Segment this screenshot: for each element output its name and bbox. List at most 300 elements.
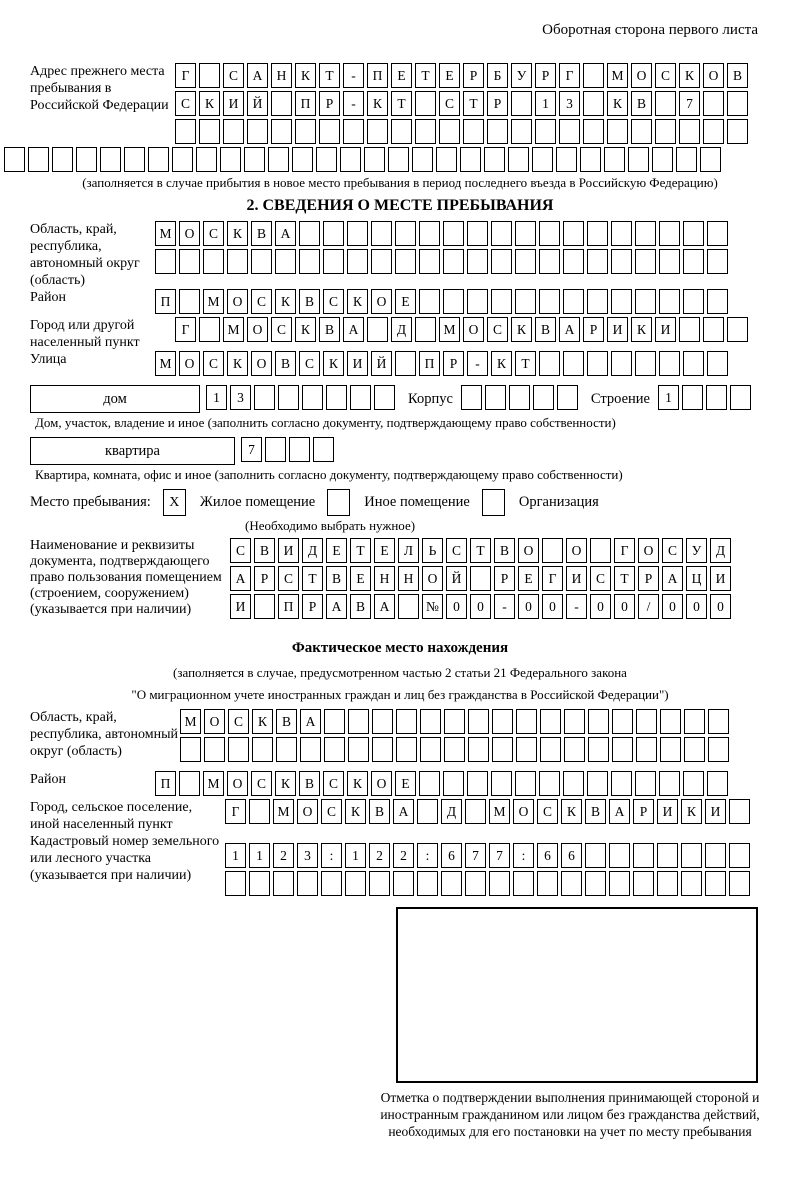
- char-cell[interactable]: О: [566, 538, 587, 563]
- char-cell[interactable]: Г: [175, 317, 196, 342]
- char-cell[interactable]: [251, 249, 272, 274]
- char-cell[interactable]: Б: [487, 63, 508, 88]
- char-cell[interactable]: [420, 737, 441, 762]
- char-cell[interactable]: В: [585, 799, 606, 824]
- char-cell[interactable]: [659, 351, 680, 376]
- char-cell[interactable]: С: [299, 351, 320, 376]
- char-cell[interactable]: В: [326, 566, 347, 591]
- char-cell[interactable]: С: [278, 566, 299, 591]
- char-cell[interactable]: [436, 147, 457, 172]
- char-cell[interactable]: [628, 147, 649, 172]
- char-cell[interactable]: [463, 119, 484, 144]
- char-cell[interactable]: 6: [441, 843, 462, 868]
- char-cell[interactable]: [587, 221, 608, 246]
- char-cell[interactable]: [563, 771, 584, 796]
- char-cell[interactable]: [249, 799, 270, 824]
- char-cell[interactable]: А: [609, 799, 630, 824]
- char-cell[interactable]: Р: [638, 566, 659, 591]
- char-cell[interactable]: [470, 566, 491, 591]
- char-cell[interactable]: [372, 737, 393, 762]
- char-cell[interactable]: Н: [398, 566, 419, 591]
- char-cell[interactable]: [612, 709, 633, 734]
- char-cell[interactable]: [485, 385, 506, 410]
- char-cell[interactable]: [729, 843, 750, 868]
- char-cell[interactable]: [590, 538, 611, 563]
- char-cell[interactable]: [635, 221, 656, 246]
- char-cell[interactable]: [511, 91, 532, 116]
- apartment-field[interactable]: квартира: [30, 437, 235, 465]
- char-cell[interactable]: [676, 147, 697, 172]
- char-cell[interactable]: [348, 709, 369, 734]
- char-cell[interactable]: [730, 385, 751, 410]
- char-cell[interactable]: [707, 249, 728, 274]
- char-cell[interactable]: [467, 771, 488, 796]
- char-cell[interactable]: [347, 221, 368, 246]
- char-cell[interactable]: П: [295, 91, 316, 116]
- house-field[interactable]: дом: [30, 385, 200, 413]
- char-cell[interactable]: Е: [518, 566, 539, 591]
- char-cell[interactable]: [513, 871, 534, 896]
- char-cell[interactable]: 3: [297, 843, 318, 868]
- char-cell[interactable]: [467, 249, 488, 274]
- char-cell[interactable]: [491, 771, 512, 796]
- char-cell[interactable]: [489, 871, 510, 896]
- char-cell[interactable]: [561, 871, 582, 896]
- char-cell[interactable]: [323, 221, 344, 246]
- char-cell[interactable]: О: [638, 538, 659, 563]
- char-cell[interactable]: [199, 119, 220, 144]
- char-cell[interactable]: Е: [374, 538, 395, 563]
- char-cell[interactable]: [179, 289, 200, 314]
- char-cell[interactable]: С: [590, 566, 611, 591]
- char-cell[interactable]: [588, 709, 609, 734]
- char-cell[interactable]: Р: [583, 317, 604, 342]
- char-cell[interactable]: [268, 147, 289, 172]
- char-cell[interactable]: [388, 147, 409, 172]
- char-cell[interactable]: [148, 147, 169, 172]
- char-cell[interactable]: 3: [230, 385, 251, 410]
- char-cell[interactable]: И: [655, 317, 676, 342]
- char-cell[interactable]: [244, 147, 265, 172]
- char-cell[interactable]: А: [326, 594, 347, 619]
- char-cell[interactable]: [563, 351, 584, 376]
- char-cell[interactable]: [395, 351, 416, 376]
- char-cell[interactable]: Т: [614, 566, 635, 591]
- char-cell[interactable]: Т: [515, 351, 536, 376]
- char-cell[interactable]: М: [180, 709, 201, 734]
- char-cell[interactable]: [172, 147, 193, 172]
- char-cell[interactable]: [611, 771, 632, 796]
- char-cell[interactable]: 7: [679, 91, 700, 116]
- char-cell[interactable]: С: [230, 538, 251, 563]
- char-cell[interactable]: [607, 119, 628, 144]
- char-cell[interactable]: №: [422, 594, 443, 619]
- char-cell[interactable]: 1: [345, 843, 366, 868]
- char-cell[interactable]: М: [203, 771, 224, 796]
- char-cell[interactable]: [271, 91, 292, 116]
- char-cell[interactable]: [371, 221, 392, 246]
- char-cell[interactable]: [265, 437, 286, 462]
- char-cell[interactable]: Л: [398, 538, 419, 563]
- char-cell[interactable]: С: [323, 289, 344, 314]
- char-cell[interactable]: [491, 249, 512, 274]
- char-cell[interactable]: О: [227, 771, 248, 796]
- char-cell[interactable]: [395, 221, 416, 246]
- char-cell[interactable]: О: [179, 221, 200, 246]
- char-cell[interactable]: [707, 221, 728, 246]
- char-cell[interactable]: [28, 147, 49, 172]
- char-cell[interactable]: Р: [494, 566, 515, 591]
- char-cell[interactable]: [487, 119, 508, 144]
- char-cell[interactable]: [348, 737, 369, 762]
- char-cell[interactable]: Н: [374, 566, 395, 591]
- char-cell[interactable]: И: [710, 566, 731, 591]
- char-cell[interactable]: В: [535, 317, 556, 342]
- char-cell[interactable]: [465, 871, 486, 896]
- char-cell[interactable]: А: [374, 594, 395, 619]
- char-cell[interactable]: [465, 799, 486, 824]
- char-cell[interactable]: [367, 119, 388, 144]
- char-cell[interactable]: П: [155, 289, 176, 314]
- char-cell[interactable]: [585, 843, 606, 868]
- char-cell[interactable]: [587, 771, 608, 796]
- char-cell[interactable]: И: [223, 91, 244, 116]
- char-cell[interactable]: [660, 709, 681, 734]
- char-cell[interactable]: С: [662, 538, 683, 563]
- char-cell[interactable]: И: [566, 566, 587, 591]
- char-cell[interactable]: [539, 351, 560, 376]
- char-cell[interactable]: И: [347, 351, 368, 376]
- char-cell[interactable]: [276, 737, 297, 762]
- char-cell[interactable]: [179, 771, 200, 796]
- checkbox-organization[interactable]: [482, 489, 505, 516]
- char-cell[interactable]: [539, 771, 560, 796]
- char-cell[interactable]: Д: [302, 538, 323, 563]
- char-cell[interactable]: [292, 147, 313, 172]
- char-cell[interactable]: [289, 437, 310, 462]
- char-cell[interactable]: В: [350, 594, 371, 619]
- char-cell[interactable]: 0: [590, 594, 611, 619]
- char-cell[interactable]: [199, 63, 220, 88]
- char-cell[interactable]: [419, 771, 440, 796]
- char-cell[interactable]: [417, 871, 438, 896]
- char-cell[interactable]: -: [494, 594, 515, 619]
- char-cell[interactable]: У: [511, 63, 532, 88]
- char-cell[interactable]: К: [511, 317, 532, 342]
- char-cell[interactable]: [585, 871, 606, 896]
- char-cell[interactable]: [635, 351, 656, 376]
- char-cell[interactable]: [564, 737, 585, 762]
- char-cell[interactable]: [343, 119, 364, 144]
- char-cell[interactable]: 7: [241, 437, 262, 462]
- char-cell[interactable]: [396, 709, 417, 734]
- char-cell[interactable]: И: [607, 317, 628, 342]
- char-cell[interactable]: 6: [537, 843, 558, 868]
- char-cell[interactable]: А: [230, 566, 251, 591]
- char-cell[interactable]: [196, 147, 217, 172]
- char-cell[interactable]: Т: [350, 538, 371, 563]
- char-cell[interactable]: -: [343, 63, 364, 88]
- char-cell[interactable]: С: [655, 63, 676, 88]
- char-cell[interactable]: 0: [470, 594, 491, 619]
- char-cell[interactable]: В: [319, 317, 340, 342]
- char-cell[interactable]: [703, 119, 724, 144]
- char-cell[interactable]: О: [204, 709, 225, 734]
- char-cell[interactable]: [228, 737, 249, 762]
- char-cell[interactable]: О: [631, 63, 652, 88]
- char-cell[interactable]: [393, 871, 414, 896]
- char-cell[interactable]: [681, 843, 702, 868]
- char-cell[interactable]: 0: [662, 594, 683, 619]
- char-cell[interactable]: [583, 119, 604, 144]
- char-cell[interactable]: [635, 771, 656, 796]
- char-cell[interactable]: Р: [463, 63, 484, 88]
- char-cell[interactable]: [700, 147, 721, 172]
- char-cell[interactable]: [254, 385, 275, 410]
- char-cell[interactable]: [374, 385, 395, 410]
- char-cell[interactable]: К: [227, 221, 248, 246]
- char-cell[interactable]: [580, 147, 601, 172]
- char-cell[interactable]: С: [251, 771, 272, 796]
- char-cell[interactable]: О: [179, 351, 200, 376]
- char-cell[interactable]: Т: [415, 63, 436, 88]
- char-cell[interactable]: [249, 871, 270, 896]
- char-cell[interactable]: [652, 147, 673, 172]
- char-cell[interactable]: [295, 119, 316, 144]
- char-cell[interactable]: [415, 317, 436, 342]
- char-cell[interactable]: [631, 119, 652, 144]
- char-cell[interactable]: [557, 385, 578, 410]
- char-cell[interactable]: [542, 538, 563, 563]
- char-cell[interactable]: 2: [273, 843, 294, 868]
- char-cell[interactable]: [659, 249, 680, 274]
- char-cell[interactable]: [707, 289, 728, 314]
- char-cell[interactable]: /: [638, 594, 659, 619]
- char-cell[interactable]: А: [393, 799, 414, 824]
- char-cell[interactable]: [681, 871, 702, 896]
- char-cell[interactable]: [313, 437, 334, 462]
- char-cell[interactable]: [587, 249, 608, 274]
- char-cell[interactable]: В: [727, 63, 748, 88]
- char-cell[interactable]: К: [227, 351, 248, 376]
- char-cell[interactable]: [350, 385, 371, 410]
- char-cell[interactable]: В: [631, 91, 652, 116]
- char-cell[interactable]: [4, 147, 25, 172]
- char-cell[interactable]: [439, 119, 460, 144]
- char-cell[interactable]: -: [467, 351, 488, 376]
- char-cell[interactable]: [52, 147, 73, 172]
- char-cell[interactable]: П: [367, 63, 388, 88]
- char-cell[interactable]: А: [247, 63, 268, 88]
- char-cell[interactable]: Р: [254, 566, 275, 591]
- char-cell[interactable]: [316, 147, 337, 172]
- char-cell[interactable]: [369, 871, 390, 896]
- char-cell[interactable]: [443, 249, 464, 274]
- char-cell[interactable]: [300, 737, 321, 762]
- char-cell[interactable]: К: [631, 317, 652, 342]
- char-cell[interactable]: [509, 385, 530, 410]
- char-cell[interactable]: [532, 147, 553, 172]
- char-cell[interactable]: [345, 871, 366, 896]
- char-cell[interactable]: Г: [225, 799, 246, 824]
- char-cell[interactable]: [396, 737, 417, 762]
- char-cell[interactable]: О: [251, 351, 272, 376]
- char-cell[interactable]: Д: [710, 538, 731, 563]
- char-cell[interactable]: 0: [686, 594, 707, 619]
- char-cell[interactable]: О: [463, 317, 484, 342]
- char-cell[interactable]: [707, 771, 728, 796]
- char-cell[interactable]: [511, 119, 532, 144]
- char-cell[interactable]: С: [203, 351, 224, 376]
- char-cell[interactable]: М: [273, 799, 294, 824]
- char-cell[interactable]: [708, 709, 729, 734]
- char-cell[interactable]: И: [230, 594, 251, 619]
- char-cell[interactable]: [659, 771, 680, 796]
- char-cell[interactable]: [727, 119, 748, 144]
- char-cell[interactable]: Е: [350, 566, 371, 591]
- char-cell[interactable]: 1: [658, 385, 679, 410]
- char-cell[interactable]: [657, 843, 678, 868]
- char-cell[interactable]: :: [321, 843, 342, 868]
- char-cell[interactable]: [412, 147, 433, 172]
- char-cell[interactable]: [199, 317, 220, 342]
- char-cell[interactable]: А: [275, 221, 296, 246]
- char-cell[interactable]: С: [323, 771, 344, 796]
- char-cell[interactable]: [604, 147, 625, 172]
- char-cell[interactable]: [540, 709, 561, 734]
- char-cell[interactable]: [491, 221, 512, 246]
- char-cell[interactable]: Т: [319, 63, 340, 88]
- char-cell[interactable]: К: [295, 317, 316, 342]
- char-cell[interactable]: С: [537, 799, 558, 824]
- char-cell[interactable]: О: [422, 566, 443, 591]
- char-cell[interactable]: [636, 709, 657, 734]
- char-cell[interactable]: Т: [391, 91, 412, 116]
- char-cell[interactable]: [460, 147, 481, 172]
- char-cell[interactable]: [323, 249, 344, 274]
- char-cell[interactable]: Р: [535, 63, 556, 88]
- char-cell[interactable]: [611, 289, 632, 314]
- char-cell[interactable]: 2: [393, 843, 414, 868]
- char-cell[interactable]: [367, 317, 388, 342]
- char-cell[interactable]: В: [275, 351, 296, 376]
- char-cell[interactable]: -: [566, 594, 587, 619]
- char-cell[interactable]: Й: [247, 91, 268, 116]
- char-cell[interactable]: [659, 289, 680, 314]
- char-cell[interactable]: Г: [175, 63, 196, 88]
- char-cell[interactable]: [484, 147, 505, 172]
- char-cell[interactable]: [683, 221, 704, 246]
- char-cell[interactable]: В: [369, 799, 390, 824]
- char-cell[interactable]: [175, 119, 196, 144]
- char-cell[interactable]: [302, 385, 323, 410]
- char-cell[interactable]: [660, 737, 681, 762]
- char-cell[interactable]: П: [278, 594, 299, 619]
- char-cell[interactable]: [252, 737, 273, 762]
- char-cell[interactable]: В: [299, 771, 320, 796]
- char-cell[interactable]: [124, 147, 145, 172]
- char-cell[interactable]: [508, 147, 529, 172]
- char-cell[interactable]: [467, 289, 488, 314]
- char-cell[interactable]: П: [419, 351, 440, 376]
- char-cell[interactable]: К: [345, 799, 366, 824]
- char-cell[interactable]: О: [513, 799, 534, 824]
- char-cell[interactable]: У: [686, 538, 707, 563]
- char-cell[interactable]: [635, 289, 656, 314]
- char-cell[interactable]: Д: [391, 317, 412, 342]
- char-cell[interactable]: С: [321, 799, 342, 824]
- char-cell[interactable]: М: [489, 799, 510, 824]
- char-cell[interactable]: [587, 351, 608, 376]
- char-cell[interactable]: [415, 119, 436, 144]
- char-cell[interactable]: [682, 385, 703, 410]
- char-cell[interactable]: [516, 737, 537, 762]
- char-cell[interactable]: Р: [319, 91, 340, 116]
- char-cell[interactable]: [321, 871, 342, 896]
- char-cell[interactable]: [220, 147, 241, 172]
- char-cell[interactable]: 1: [225, 843, 246, 868]
- char-cell[interactable]: Т: [463, 91, 484, 116]
- char-cell[interactable]: [417, 799, 438, 824]
- char-cell[interactable]: [299, 249, 320, 274]
- char-cell[interactable]: [391, 119, 412, 144]
- char-cell[interactable]: [443, 221, 464, 246]
- char-cell[interactable]: Т: [302, 566, 323, 591]
- char-cell[interactable]: 7: [465, 843, 486, 868]
- char-cell[interactable]: 7: [489, 843, 510, 868]
- char-cell[interactable]: [684, 709, 705, 734]
- char-cell[interactable]: 2: [369, 843, 390, 868]
- char-cell[interactable]: [468, 709, 489, 734]
- char-cell[interactable]: В: [494, 538, 515, 563]
- char-cell[interactable]: [441, 871, 462, 896]
- char-cell[interactable]: [588, 737, 609, 762]
- char-cell[interactable]: [563, 249, 584, 274]
- char-cell[interactable]: [707, 351, 728, 376]
- char-cell[interactable]: С: [446, 538, 467, 563]
- char-cell[interactable]: [537, 871, 558, 896]
- char-cell[interactable]: [515, 249, 536, 274]
- char-cell[interactable]: [443, 289, 464, 314]
- char-cell[interactable]: В: [299, 289, 320, 314]
- char-cell[interactable]: К: [347, 289, 368, 314]
- char-cell[interactable]: [556, 147, 577, 172]
- char-cell[interactable]: [583, 63, 604, 88]
- char-cell[interactable]: С: [487, 317, 508, 342]
- char-cell[interactable]: [583, 91, 604, 116]
- char-cell[interactable]: 0: [614, 594, 635, 619]
- char-cell[interactable]: М: [155, 221, 176, 246]
- char-cell[interactable]: П: [155, 771, 176, 796]
- char-cell[interactable]: [729, 799, 750, 824]
- char-cell[interactable]: [492, 709, 513, 734]
- char-cell[interactable]: С: [439, 91, 460, 116]
- char-cell[interactable]: 3: [559, 91, 580, 116]
- char-cell[interactable]: Р: [633, 799, 654, 824]
- char-cell[interactable]: 0: [446, 594, 467, 619]
- char-cell[interactable]: [180, 737, 201, 762]
- char-cell[interactable]: Й: [446, 566, 467, 591]
- char-cell[interactable]: [371, 249, 392, 274]
- char-cell[interactable]: Р: [302, 594, 323, 619]
- char-cell[interactable]: И: [278, 538, 299, 563]
- char-cell[interactable]: -: [343, 91, 364, 116]
- char-cell[interactable]: [100, 147, 121, 172]
- char-cell[interactable]: :: [513, 843, 534, 868]
- char-cell[interactable]: [540, 737, 561, 762]
- char-cell[interactable]: А: [300, 709, 321, 734]
- char-cell[interactable]: Ц: [686, 566, 707, 591]
